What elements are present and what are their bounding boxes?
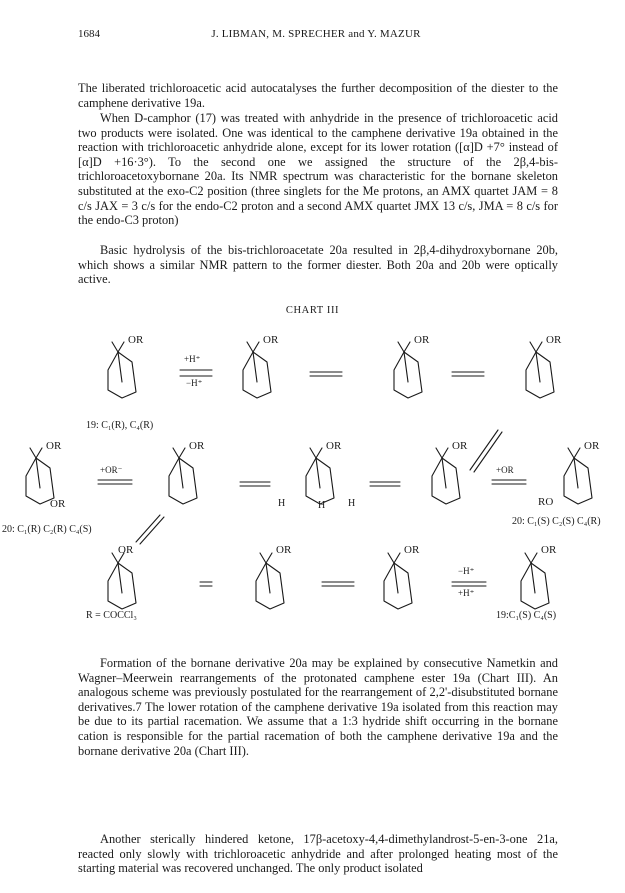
molecule-cation-1 — [243, 342, 271, 398]
scheme-drawing — [0, 320, 625, 620]
or-label: OR — [546, 334, 562, 346]
molecule-19-right — [521, 553, 549, 609]
equilibrium-arrow-4 — [452, 582, 486, 586]
or-label: OR — [452, 440, 468, 452]
equals-5 — [200, 582, 212, 586]
molecule-cation-6 — [108, 553, 136, 609]
molecule-cation-3 — [526, 342, 554, 398]
molecule-cation-8 — [384, 553, 412, 609]
plus-h-label: +H⁺ — [458, 588, 475, 598]
paragraph-camphor-treatment: When D-camphor (17) was treated with anhydride in the presence of trichloroacetic acid two products were isolated. One was identical to the camphene derivative 19a obtained in the reaction with trichloroacetic anhydride alone, except for its lower rotation ([α]D +7° instead of [α]D +16·3°). To the second one we assigned the structure of the 2β,4-bis-trichloroacetoxybornane 20a. Its NMR spectrum was characteristic for the bornane skeleton substituted at the exo-C2 position (three singlets for the Me protons, an AMX quartet JAM = 8 c/s JAX = 3 c/s for the endo-C2 proton and a second AMX quartet JMX 13 c/s, JMA = 8 c/s for the endo-C3 proton) — [78, 111, 558, 228]
running-header — [78, 28, 554, 44]
equals-3 — [240, 482, 270, 486]
molecule-bridged-cation — [306, 448, 334, 504]
paragraph-steroid-ketone: Another sterically hindered ketone, 17β-acetoxy-4,4-dimethylandrost-5-en-3-one 21a, reacted only slowly with trichloroacetic anhydride and after prolonged heating most of the starting material was recovered unchanged. The only product isolated — [78, 832, 558, 876]
running-authors: J. LIBMAN, M. SPRECHER and Y. MAZUR — [211, 28, 421, 40]
paragraph-formation: Formation of the bornane derivative 20a may be explained by consecutive Nametkin and Wagner–Meerwein rearrangements of the protonated camphene ester 19a (Chart III). An analogous scheme was previously postulated for the rearrangement of 2,2'-disubstituted bornane derivatives.7 The lower rotation of the camphene derivative 19a isolated from this reaction may be due to its partial racemation. We assume that a 1:3 hydride shift occurring in the bornane cation is responsible for the partial racemation of both the camphene derivative 19a and the bornane derivative 20a (Chart III). — [78, 656, 558, 758]
diagonal-arrow-2 — [136, 515, 164, 544]
or-label: OR — [404, 544, 420, 556]
equals-2 — [452, 372, 484, 376]
or-label: OR — [50, 498, 66, 510]
hydrogen-label: H — [318, 500, 326, 511]
caption-19-right: 19:C₁(S) C₄(S) — [496, 610, 557, 621]
paragraph-autocatalysis: The liberated trichloroacetic acid autocatalyses the further decomposition of the diester to the camphene derivative 19a. — [78, 81, 558, 110]
minus-h-label: −H⁺ — [458, 566, 475, 576]
or-label: OR — [584, 440, 600, 452]
or-label: OR — [541, 544, 557, 556]
plus-h-label: +H⁺ — [184, 354, 201, 364]
or-label: OR — [276, 544, 292, 556]
molecule-cation-7 — [256, 553, 284, 609]
equals-6 — [322, 582, 354, 586]
molecule-cation-2 — [394, 342, 422, 398]
or-label: OR — [128, 334, 144, 346]
or-label: OR — [263, 334, 279, 346]
equals-1 — [310, 372, 342, 376]
ro-label: RO — [538, 496, 554, 508]
or-label: OR — [414, 334, 430, 346]
chart-title: CHART III — [285, 305, 340, 316]
or-label: OR — [118, 544, 134, 556]
caption-19: 19: C₁(R), C₄(R) — [86, 420, 154, 431]
equilibrium-arrow-1 — [180, 370, 212, 376]
hydrogen-label: H — [348, 498, 356, 509]
plus-or-label: +OR⁻ — [100, 465, 123, 475]
caption-20-right: 20: C₁(S) C₂(S) C₄(R) — [512, 516, 601, 527]
or-label: OR — [189, 440, 205, 452]
molecule-cation-4 — [169, 448, 197, 504]
minus-h-label: −H⁺ — [186, 378, 203, 388]
equilibrium-arrow-2 — [98, 480, 132, 484]
paragraph-hydrolysis: Basic hydrolysis of the bis-trichloroacetate 20a resulted in 2β,4-dihydroxybornane 20b, which shows a similar NMR pattern to the former diester. Both 20a and 20b were optically active. — [78, 243, 558, 287]
molecule-19-camphene — [108, 342, 136, 398]
equals-4 — [370, 482, 400, 486]
equilibrium-arrow-3 — [492, 480, 526, 484]
or-label: OR — [46, 440, 62, 452]
molecule-cation-5 — [432, 448, 460, 504]
reaction-scheme — [0, 320, 625, 620]
caption-r-definition: R = COCCl₃ — [86, 610, 137, 621]
hydrogen-label: H — [278, 498, 286, 509]
molecule-20-left — [26, 448, 54, 504]
molecule-20-right — [564, 448, 592, 504]
plus-or-label: +OR — [496, 465, 514, 475]
caption-20-left: 20: C₁(R) C₂(R) C₄(S) — [2, 524, 92, 535]
page-number: 1684 — [78, 28, 100, 40]
or-label: OR — [326, 440, 342, 452]
